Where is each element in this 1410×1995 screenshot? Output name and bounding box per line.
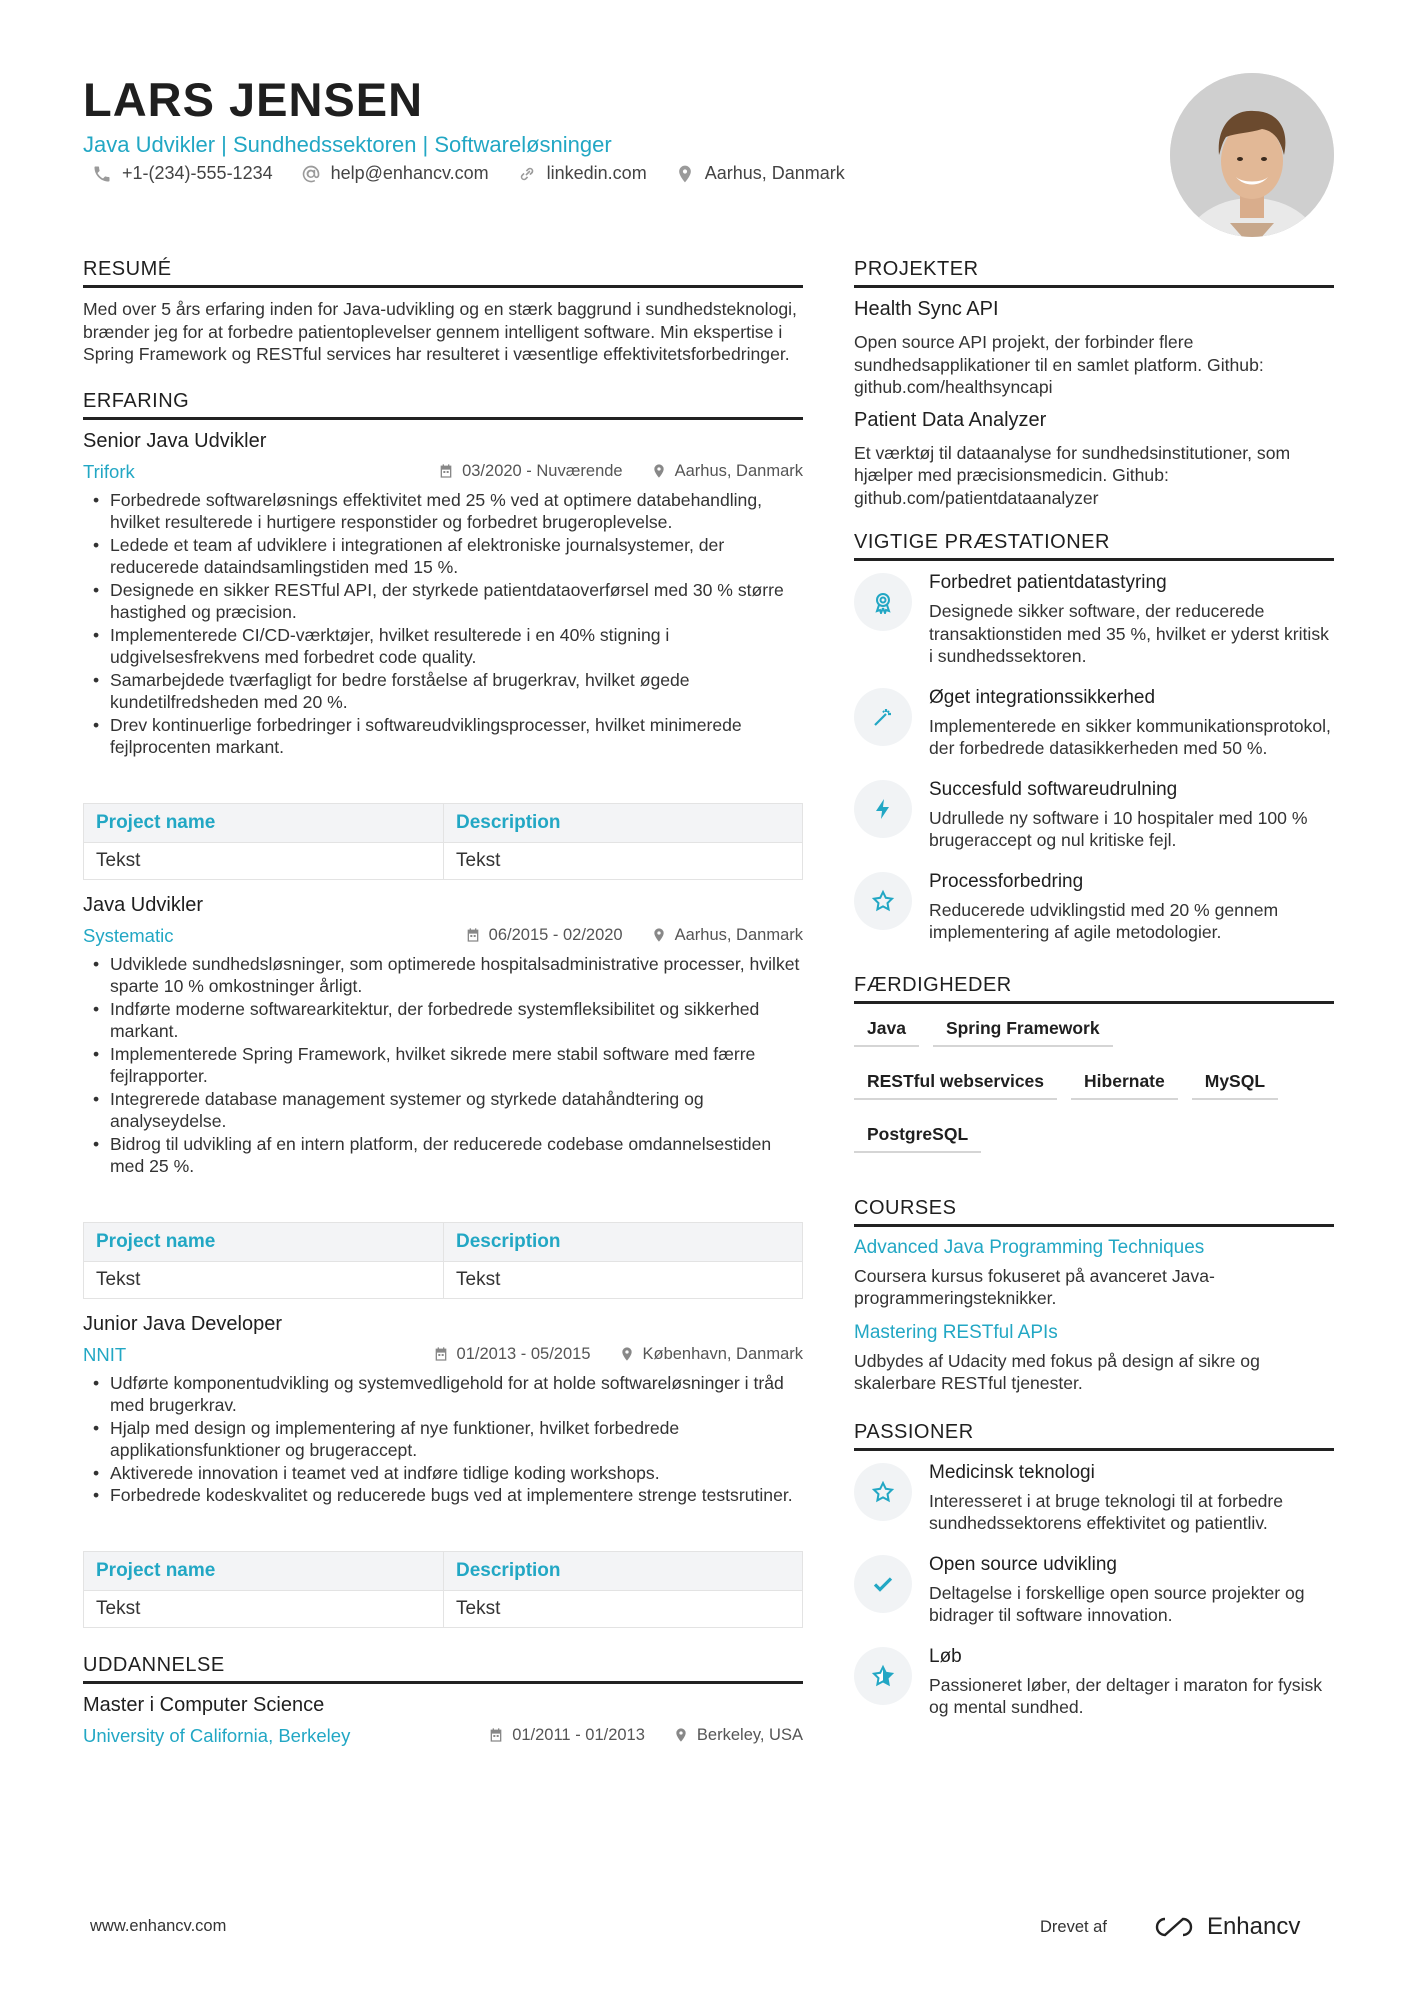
location-icon bbox=[651, 927, 667, 943]
calendar-icon bbox=[433, 1346, 449, 1362]
section-title: PASSIONER bbox=[854, 1421, 1334, 1451]
course-desc: Coursera kursus fokuseret på avanceret Java-programmeringsteknikker. bbox=[854, 1265, 1215, 1308]
contact-location bbox=[675, 163, 845, 184]
at-icon bbox=[301, 164, 321, 184]
achievement-item bbox=[854, 870, 1334, 944]
star-filled-icon bbox=[871, 1664, 895, 1688]
passion-desc: Interesseret i at bruge teknologi til at forbedre sundhedssektorens effektivitet og patientliv. bbox=[929, 1490, 1284, 1533]
education-location bbox=[673, 1726, 803, 1745]
bullet-item: • Udførte komponentudvikling og systemvedligehold for at holde softwareløsninger i tråd med brugerkrav. bbox=[83, 1372, 803, 1417]
phone-text: +1-(234)-555-1234 bbox=[122, 163, 273, 183]
company-name: NNIT bbox=[83, 1343, 127, 1365]
job-location bbox=[651, 926, 803, 945]
passions-section bbox=[854, 1421, 1334, 1719]
passion-icon-circle bbox=[854, 1647, 912, 1705]
bullet-item: • Drev kontinuerlige forbedringer i softwareudviklingsprocesser, hvilket minimerede fejlprocenten markant. bbox=[83, 714, 803, 759]
job-bullets bbox=[83, 489, 803, 759]
bullet-item: • Designede en sikker RESTful API, der styrkede patientdataoverførsel med 30 % større hastighed og præcision. bbox=[83, 579, 803, 624]
job-entry bbox=[83, 894, 803, 1299]
section-title: FÆRDIGHEDER bbox=[854, 974, 1334, 1004]
achievement-title: Processforbedring bbox=[929, 870, 1084, 892]
achievement-title: Øget integrationssikkerhed bbox=[929, 686, 1156, 708]
project-item bbox=[854, 298, 1334, 399]
bullet-item: • Hjalp med design og implementering af nye funktioner, hvilket forbedrede applikationsfunktioner og brugeraccept. bbox=[83, 1417, 803, 1462]
achievement-desc: Designede sikker software, der reducerede transaktionstiden med 35 %, hvilket er yderst kritisk i sundhedssektoren. bbox=[929, 601, 1329, 666]
check-icon bbox=[871, 1572, 895, 1596]
achievement-item bbox=[854, 686, 1334, 760]
skill-tag: Spring Framework bbox=[933, 1014, 1113, 1047]
job-location-text: Aarhus, Danmark bbox=[674, 461, 803, 480]
table-row bbox=[84, 842, 803, 879]
brand-name: Enhancv bbox=[1206, 1913, 1301, 1940]
bullet-item: • Aktiverede innovation i teamet ved at indføre tidlige koding workshops. bbox=[83, 1462, 803, 1485]
project-desc: Open source API projekt, der forbinder flere sundhedsapplikationer til en samlet platform. Github: github.com/healthsyncapi bbox=[854, 332, 1264, 397]
star-icon bbox=[871, 1480, 895, 1504]
job-dates-text: 06/2015 - 02/2020 bbox=[488, 925, 623, 944]
bullet-item: • Udviklede sundhedsløsninger, som optimerede hospitalsadministrative processer, hvilket sparte 10 % omkostninger årligt. bbox=[83, 953, 803, 998]
job-meta-line bbox=[83, 1342, 803, 1370]
contact-email[interactable] bbox=[301, 163, 489, 184]
passion-title: Medicinsk teknologi bbox=[929, 1461, 1095, 1483]
project-title: Patient Data Analyzer bbox=[854, 408, 1047, 431]
education-meta-line bbox=[83, 1723, 803, 1751]
passion-item bbox=[854, 1645, 1334, 1719]
education-dates-text: 01/2011 - 01/2013 bbox=[512, 1725, 645, 1744]
job-bullets bbox=[83, 1372, 803, 1507]
degree-title: Master i Computer Science bbox=[83, 1693, 325, 1716]
location-icon bbox=[619, 1346, 635, 1362]
linkedin-text: linkedin.com bbox=[546, 163, 647, 183]
skills-list bbox=[854, 1014, 1334, 1153]
magic-wand-icon bbox=[871, 705, 895, 729]
contact-bar bbox=[92, 163, 845, 184]
achievement-icon-circle bbox=[854, 573, 912, 631]
phone-icon bbox=[92, 164, 112, 184]
bullet-item: • Samarbejdede tværfagligt for bedre forståelse af brugerkrav, hvilket øgede kundetilfredsheden med 20 %. bbox=[83, 669, 803, 714]
job-dates bbox=[465, 926, 623, 945]
passion-title: Løb bbox=[929, 1645, 962, 1667]
table-row bbox=[84, 1590, 803, 1627]
resume-section bbox=[83, 258, 803, 366]
project-item bbox=[854, 409, 1334, 510]
company-name: Trifork bbox=[83, 460, 135, 482]
education-dates bbox=[488, 1726, 645, 1745]
section-title: ERFARING bbox=[83, 390, 803, 420]
table-header: Description bbox=[444, 1222, 803, 1261]
table-header-row bbox=[84, 803, 803, 842]
location-icon bbox=[651, 463, 667, 479]
table-cell: Tekst bbox=[444, 1261, 803, 1298]
passion-desc: Passioneret løber, der deltager i maraton for fysisk og mental sundhed. bbox=[929, 1674, 1323, 1717]
experience-section bbox=[83, 390, 803, 1628]
passion-icon-circle bbox=[854, 1463, 912, 1521]
courses-section bbox=[854, 1197, 1334, 1395]
passion-item bbox=[854, 1461, 1334, 1535]
calendar-icon bbox=[465, 927, 481, 943]
bullet-item: • Integrerede database management systemer og styrkede datahåndtering og analyseydelse. bbox=[83, 1088, 803, 1133]
table-row bbox=[84, 1261, 803, 1298]
education-meta bbox=[488, 1726, 803, 1745]
achievement-item bbox=[854, 778, 1334, 852]
school-name: University of California, Berkeley bbox=[83, 1724, 351, 1746]
summary-text: Med over 5 års erfaring inden for Java-udvikling og en stærk baggrund i sundhedsteknologi, brænder jeg for at forbedre patientoplevelser gennem intelligent software. Min ekspertise i Spring Framework og RESTful services har resulteret i væsentlige effektivitetsforbedringer. bbox=[83, 299, 797, 364]
enhancv-logo-icon bbox=[1151, 1915, 1197, 1939]
powered-by-text: Drevet af bbox=[1040, 1917, 1107, 1936]
course-item bbox=[854, 1322, 1334, 1395]
company-name: Systematic bbox=[83, 924, 174, 946]
job-bullets bbox=[83, 953, 803, 1178]
bullet-item: • Forbedrede kodeskvalitet og reducerede bugs ved at implementere strenge testsrutiner. bbox=[83, 1484, 803, 1507]
avatar bbox=[1170, 73, 1334, 237]
section-title: UDDANNELSE bbox=[83, 1654, 803, 1684]
candidate-name: LARS JENSEN bbox=[83, 73, 424, 126]
section-title: RESUMÉ bbox=[83, 258, 803, 288]
passion-desc: Deltagelse i forskellige open source projekter og bidrager til software innovation. bbox=[929, 1582, 1305, 1625]
project-title: Health Sync API bbox=[854, 298, 999, 320]
bullet-item: • Indførte moderne softwarearkitektur, der forbedrede systemfleksibilitet og sikkerhed markant. bbox=[83, 998, 803, 1043]
job-title: Junior Java Developer bbox=[83, 1312, 282, 1335]
table-header: Description bbox=[444, 1551, 803, 1590]
achievement-desc: Udrullede ny software i 10 hospitaler med 100 % brugeraccept og nul kritiske fejl. bbox=[929, 807, 1308, 850]
achievement-icon-circle bbox=[854, 780, 912, 838]
brand-logo[interactable] bbox=[1151, 1913, 1300, 1941]
table-cell: Tekst bbox=[444, 1590, 803, 1627]
section-title: COURSES bbox=[854, 1197, 1334, 1227]
table-header: Project name bbox=[84, 803, 444, 842]
footer-powered bbox=[1040, 1913, 1300, 1941]
passion-item bbox=[854, 1553, 1334, 1627]
job-entry bbox=[83, 1313, 803, 1628]
skills-section bbox=[854, 974, 1334, 1153]
job-location bbox=[651, 462, 803, 481]
project-table bbox=[83, 1551, 803, 1628]
table-cell: Tekst bbox=[84, 1590, 444, 1627]
job-dates bbox=[438, 462, 623, 481]
table-header-row bbox=[84, 1551, 803, 1590]
skill-tag: Hibernate bbox=[1071, 1067, 1178, 1100]
job-meta bbox=[465, 926, 803, 945]
bullet-item: • Implementerede Spring Framework, hvilket sikrede mere stabil software med færre fejlrapporter. bbox=[83, 1043, 803, 1088]
link-icon bbox=[517, 164, 537, 184]
education-section bbox=[83, 1654, 803, 1751]
job-meta bbox=[433, 1345, 803, 1364]
job-location-text: Aarhus, Danmark bbox=[674, 925, 803, 944]
table-cell: Tekst bbox=[84, 842, 444, 879]
skill-tag: RESTful webservices bbox=[854, 1067, 1057, 1100]
bullet-item: • Bidrog til udvikling af en intern platform, der reducerede codebase omdannelsestiden med 25 %. bbox=[83, 1133, 803, 1178]
achievement-item bbox=[854, 571, 1334, 668]
job-dates-text: 01/2013 - 05/2015 bbox=[456, 1344, 591, 1363]
left-column bbox=[83, 258, 803, 1751]
job-entry bbox=[83, 430, 803, 880]
passion-icon-circle bbox=[854, 1555, 912, 1613]
table-header-row bbox=[84, 1222, 803, 1261]
project-desc: Et værktøj til dataanalyse for sundhedsinstitutioner, som hjælper med præcisionsmedicin. Github: github.com/patientdataanalyzer bbox=[854, 442, 1291, 508]
course-title: Mastering RESTful APIs bbox=[854, 1321, 1058, 1343]
calendar-icon bbox=[438, 463, 454, 479]
course-desc: Udbydes af Udacity med fokus på design af sikre og skalerbare RESTful tjenester. bbox=[854, 1350, 1260, 1393]
job-title: Java Udvikler bbox=[83, 893, 204, 916]
skill-tag: Java bbox=[854, 1014, 919, 1047]
calendar-icon bbox=[488, 1727, 504, 1743]
star-icon bbox=[871, 889, 895, 913]
projects-section bbox=[854, 258, 1334, 509]
course-item bbox=[854, 1237, 1334, 1310]
contact-linkedin[interactable] bbox=[517, 163, 647, 184]
lightning-icon bbox=[871, 797, 895, 821]
achievements-section bbox=[854, 531, 1334, 944]
achievement-desc: Implementerede en sikker kommunikationsprotokol, der forbedrede datasikkerheden med 50 %. bbox=[929, 715, 1331, 758]
job-meta-line bbox=[83, 459, 803, 487]
achievement-icon-circle bbox=[854, 688, 912, 746]
contact-phone[interactable] bbox=[92, 163, 273, 184]
job-title: Senior Java Udvikler bbox=[83, 429, 267, 452]
location-text: Aarhus, Danmark bbox=[704, 163, 845, 183]
bullet-item: • Implementerede CI/CD-værktøjer, hvilket resulterede i en 40% stigning i udgivelsesfrekvens med forbedret code quality. bbox=[83, 624, 803, 669]
skill-tag: MySQL bbox=[1192, 1067, 1278, 1100]
candidate-subtitle: Java Udvikler | Sundhedssektoren | Softwareløsninger bbox=[83, 132, 612, 157]
skill-tag: PostgreSQL bbox=[854, 1120, 981, 1153]
course-title: Advanced Java Programming Techniques bbox=[854, 1236, 1205, 1258]
table-cell: Tekst bbox=[444, 842, 803, 879]
education-location-text: Berkeley, USA bbox=[696, 1725, 803, 1744]
achievement-icon-circle bbox=[854, 872, 912, 930]
table-header: Description bbox=[444, 803, 803, 842]
project-table bbox=[83, 803, 803, 880]
job-dates-text: 03/2020 - Nuværende bbox=[462, 461, 623, 480]
section-title: PROJEKTER bbox=[854, 258, 1334, 288]
job-dates bbox=[433, 1345, 591, 1364]
section-title: VIGTIGE PRÆSTATIONER bbox=[854, 531, 1334, 561]
job-location-text: København, Danmark bbox=[642, 1344, 803, 1363]
table-cell: Tekst bbox=[84, 1261, 444, 1298]
achievement-title: Succesfuld softwareudrulning bbox=[929, 778, 1178, 800]
passion-title: Open source udvikling bbox=[929, 1553, 1117, 1575]
job-meta bbox=[438, 462, 803, 481]
bullet-item: • Forbedrede softwareløsnings effektivitet med 25 % ved at optimere databehandling, hvilket resulterede i hurtigere responstider og forbedret brugeroplevelse. bbox=[83, 489, 803, 534]
footer-website[interactable]: www.enhancv.com bbox=[90, 1917, 227, 1935]
project-table bbox=[83, 1222, 803, 1299]
email-text: help@enhancv.com bbox=[330, 163, 489, 183]
job-meta-line bbox=[83, 923, 803, 951]
table-header: Project name bbox=[84, 1222, 444, 1261]
table-header: Project name bbox=[84, 1551, 444, 1590]
achievement-title: Forbedret patientdatastyring bbox=[929, 572, 1167, 593]
right-column bbox=[854, 258, 1334, 1719]
location-icon bbox=[673, 1727, 689, 1743]
achievement-desc: Reducerede udviklingstid med 20 % gennem implementering af agile metodologier. bbox=[929, 899, 1279, 942]
bullet-item: • Ledede et team af udviklere i integrationen af elektroniske journalsystemer, der reducerede dataindsamlingstiden med 15 %. bbox=[83, 534, 803, 579]
job-location bbox=[619, 1345, 804, 1364]
location-icon bbox=[675, 164, 695, 184]
award-icon bbox=[871, 590, 895, 614]
